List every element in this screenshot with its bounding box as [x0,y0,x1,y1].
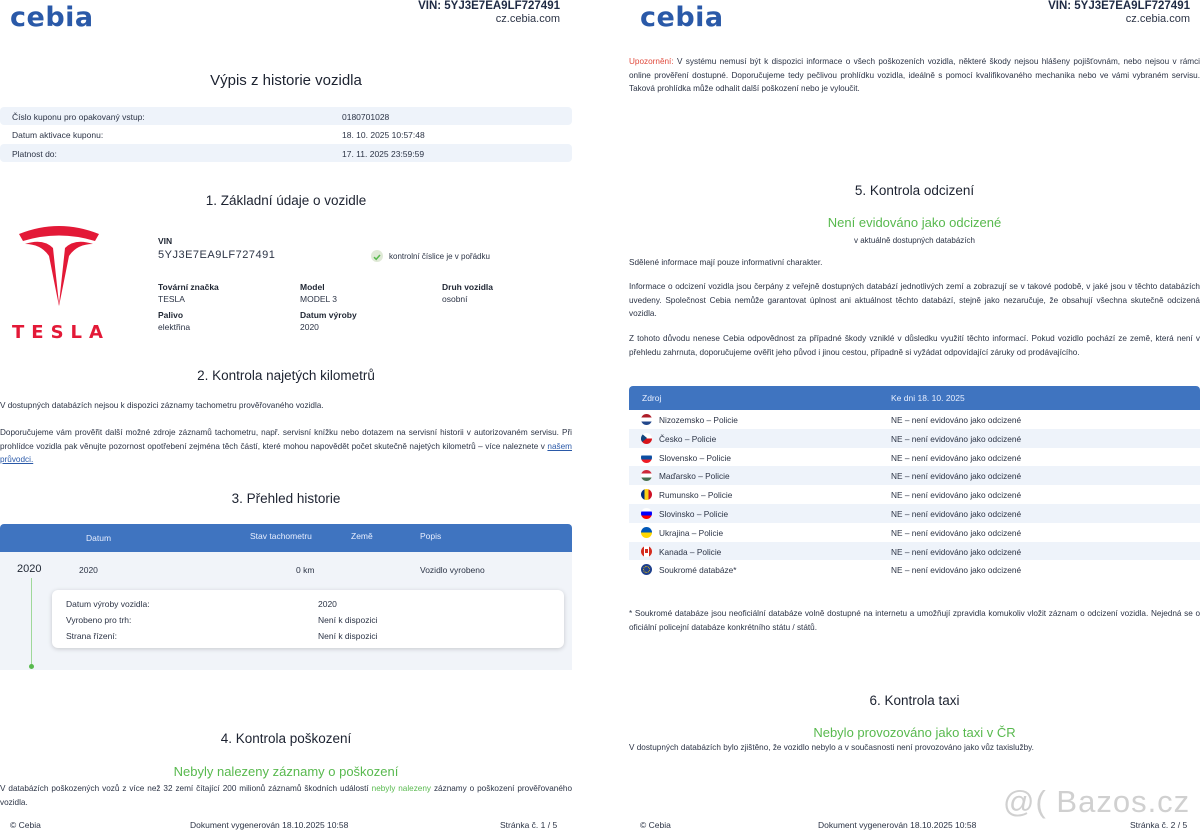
slovenia-flag-icon [641,508,652,519]
netherlands-flag-icon [641,414,652,425]
col-description: Popis [420,531,442,541]
theft-row [629,466,1200,485]
activation-label: Datum aktivace kuponu: [12,130,104,140]
footer-generated: Dokument vygenerován 18.10.2025 10:58 [190,820,349,830]
source-status: NE – není evidováno jako odcizené [891,509,1022,519]
timeline-dot [29,664,34,669]
theft-row [629,560,1200,579]
source-status: NE – není evidováno jako odcizené [891,490,1022,501]
check-icon [371,250,383,262]
source-name: Ukrajina – Policie [659,527,724,538]
theft-paragraph-2: Informace o odcizení vozidla jsou čerpány z veřejně dostupných databází jednotlivých zemí a zobrazují se v takové podobě, v jaké jsou v těchto databázích uvedeny. Společnost Cebia nemůže garantovat úplnost ani aktuálnost těchto databází, stejně jako nezaručuje, že obsahují všechna skutečně odcizená vozidla. [629,282,1200,319]
card-label-market: Vyrobeno pro trh: [66,615,132,625]
header-site-link[interactable]: cz.cebia.com [1125,13,1190,25]
history-row-description: Vozidlo vyrobeno [420,565,485,575]
fuel-label: Palivo [158,310,184,320]
footer-copyright: © Cebia [10,820,41,830]
source-status: NE – není evidováno jako odcizené [891,471,1022,482]
mileage-paragraph-1: V dostupných databázích nejsou k dispozici záznamy tachometru prověřovaného vozidla. [0,401,324,410]
fuel-value: elektřina [158,322,191,332]
tesla-t-icon [17,224,101,308]
header-vin-text: VIN: 5YJ3E7EA9LF727491 [418,0,560,12]
source-status: NE – není evidováno jako odcizené [891,527,1022,538]
source-status: NE – není evidováno jako odcizené [891,546,1022,557]
theft-table-header [629,386,1200,410]
activation-value: 18. 10. 2025 10:57:48 [342,130,425,140]
hungary-flag-icon [641,470,652,481]
source-status: NE – není evidováno jako odcizené [891,565,1022,576]
theft-row [629,410,1200,429]
history-detail-card [52,590,564,648]
section-theft-title: 5. Kontrola odcizení [854,183,975,198]
model-value: MODEL 3 [300,294,338,304]
footer-generated: Dokument vygenerován 18.10.2025 10:58 [818,820,977,830]
source-name: Maďarsko – Policie [659,471,730,482]
col-odometer: Stav tachometru [250,531,312,541]
footer-page-number: Stránka č. 1 / 5 [500,820,558,830]
taxi-result: Nebylo provozováno jako taxi v ČR [813,725,1016,740]
tesla-wordmark: TESLA [12,322,110,343]
damage-warning [629,55,1200,96]
guide-link[interactable]: našem průvodci. [0,441,572,465]
history-table-header [0,524,572,552]
theft-row [629,485,1200,504]
history-row-km: 0 km [296,565,315,575]
section-taxi-title: 6. Kontrola taxi [869,693,960,708]
canada-flag-icon [641,546,652,557]
coupon-activation-row [0,125,572,143]
damage-text-b: záznamy o poškození prověřovaného vozidla. [0,784,573,807]
source-name: Nizozemsko – Policie [659,415,738,425]
coupon-validity-row [0,144,572,162]
theft-paragraph-1: Sdělené informace mají pouze informativní charakter. [629,258,823,267]
footer-copyright: © Cebia [640,820,671,830]
source-name: Slovinsko – Policie [659,509,729,519]
coupon-row [0,107,572,125]
mileage-paragraph-2 [0,426,572,467]
taxi-paragraph: V dostupných databázích bylo zjištěno, že vozidlo nebylo a v současnosti není provozováno jako vůz taxislužby. [629,743,1034,752]
section-damage-title: 4. Kontrola poškození [220,731,352,746]
col-date: Datum [86,533,112,543]
header-vin [418,0,560,26]
card-label-production: Datum výroby vozidla: [66,599,150,609]
footer-page-number: Stránka č. 2 / 5 [1130,820,1188,830]
section-mileage-title: 2. Kontrola najetých kilometrů [197,368,375,383]
section-history-title: 3. Přehled historie [231,491,341,506]
warning-label: Upozornění: [629,57,674,66]
card-value-steering: Není k dispozici [318,631,378,641]
report-page-2 [624,0,1200,831]
production-date-label: Datum výroby [300,310,357,320]
theft-paragraph-3: Z tohoto důvodu nenese Cebia odpovědnost za případné škody vzniklé v důsledku využití těchto informací. Pokud vozidlo pochází ze země, která není v přehledu zahrnuta, doporučujeme ověřit jeho původ i jinou cestou, případně si vyžádat odpovídající záruky od prodávajícího. [629,334,1200,357]
theft-row [629,448,1200,467]
manufacturer-value: TESLA [158,294,185,304]
damage-text-a: V databázích poškozených vozů z více než 32 zemí čítající 200 milionů záznamů škodních událostí [0,784,369,793]
validity-label: Platnost do: [12,149,57,159]
header-vin-text: VIN: 5YJ3E7EA9LF727491 [1048,0,1190,12]
theft-result-sub: v aktuálně dostupných databázích [854,236,975,245]
vehicle-type-value: osobní [442,294,468,304]
cebia-logo: cebia [640,2,724,33]
vin-label: VIN [158,236,173,246]
theft-row [629,429,1200,448]
czech-flag-icon [641,433,652,444]
col-source: Zdroj [642,393,662,403]
card-value-production: 2020 [318,599,337,609]
col-date: Ke dni 18. 10. 2025 [891,393,965,403]
damage-paragraph [0,782,572,809]
validity-value: 17. 11. 2025 23:59:59 [342,149,425,159]
source-name: Kanada – Policie [659,546,722,557]
source-name: Slovensko – Policie [659,452,731,463]
header-vin [1048,0,1190,26]
history-row-date: 2020 [79,565,98,575]
section-basic-info-title: 1. Základní údaje o vozidle [205,193,367,208]
coupon-value: 0180701028 [342,112,390,122]
manufacturer-label: Tovární značka [158,282,219,292]
source-status: NE – není evidováno jako odcizené [891,452,1022,463]
bazos-watermark: @( Bazos.cz [1003,784,1191,819]
header-site-link[interactable]: cz.cebia.com [495,13,560,25]
card-label-steering: Strana řízení: [66,631,118,641]
model-label: Model [300,282,325,292]
production-date-value: 2020 [300,322,319,332]
mileage-paragraph-2-text: Doporučujeme vám prověřit další možné zdroje záznamů tachometru, např. servisní knížku nebo dotazem na servisní historii v autorizovaném servisu. Při prohlídce vozidla pak věnujte pozornost opotřebení zejména těch částí, které mohou napovědět počet skutečně najetých kilometrů – více naleznete v [0,428,572,451]
vin-check-text: kontrolní číslice je v pořádku [389,252,490,261]
source-status: NE – není evidováno jako odcizené [891,415,1022,425]
source-name: Rumunsko – Policie [659,490,733,501]
eu-flag-icon [641,564,652,575]
theft-row [629,542,1200,561]
card-value-market: Není k dispozici [318,615,378,625]
col-country: Země [351,531,373,541]
timeline-line [31,578,32,666]
report-page-1 [0,0,580,831]
page-title: Výpis z historie vozidla [210,72,362,89]
slovakia-flag-icon [641,452,652,463]
cebia-logo: cebia [10,2,94,33]
theft-row [629,523,1200,542]
history-year: 2020 [17,563,42,575]
source-name: Soukromé databáze* [659,565,737,576]
theft-footnote: * Soukromé databáze jsou neoficiální databáze volně dostupné na internetu a umožňují zpravidla komukoliv vložit záznam o odcizení vozidla. Nejedná se o oficiální policejní databáze konkrétního státu / států. [629,609,1200,632]
coupon-label: Číslo kuponu pro opakovaný vstup: [12,112,145,122]
warning-text: V systému nemusí být k dispozici informace o všech poškozeních vozidla, některé škody nejsou hlášeny pojišťovnám, nebo nejsou v rámci online prověření dostupné. Doporučujeme tedy pečlivou prohlídku vozidla, ideálně s pomocí kvalifikovaného mechanika nebo ve vámi vybraném servisu. Taková prohlídka může odhalit další poškození nebo je vyloučit. [629,57,1200,94]
theft-row [629,504,1200,523]
source-status: NE – není evidováno jako odcizené [891,433,1022,444]
theft-result: Není evidováno jako odcizené [827,215,1002,230]
romania-flag-icon [641,489,652,500]
vin-value: 5YJ3E7EA9LF727491 [158,249,276,261]
damage-text-green: nebyly nalezeny [371,784,432,793]
ukraine-flag-icon [641,527,652,538]
source-name: Česko – Policie [659,433,717,444]
vehicle-type-label: Druh vozidla [442,282,494,292]
damage-result: Nebyly nalezeny záznamy o poškození [173,764,399,779]
